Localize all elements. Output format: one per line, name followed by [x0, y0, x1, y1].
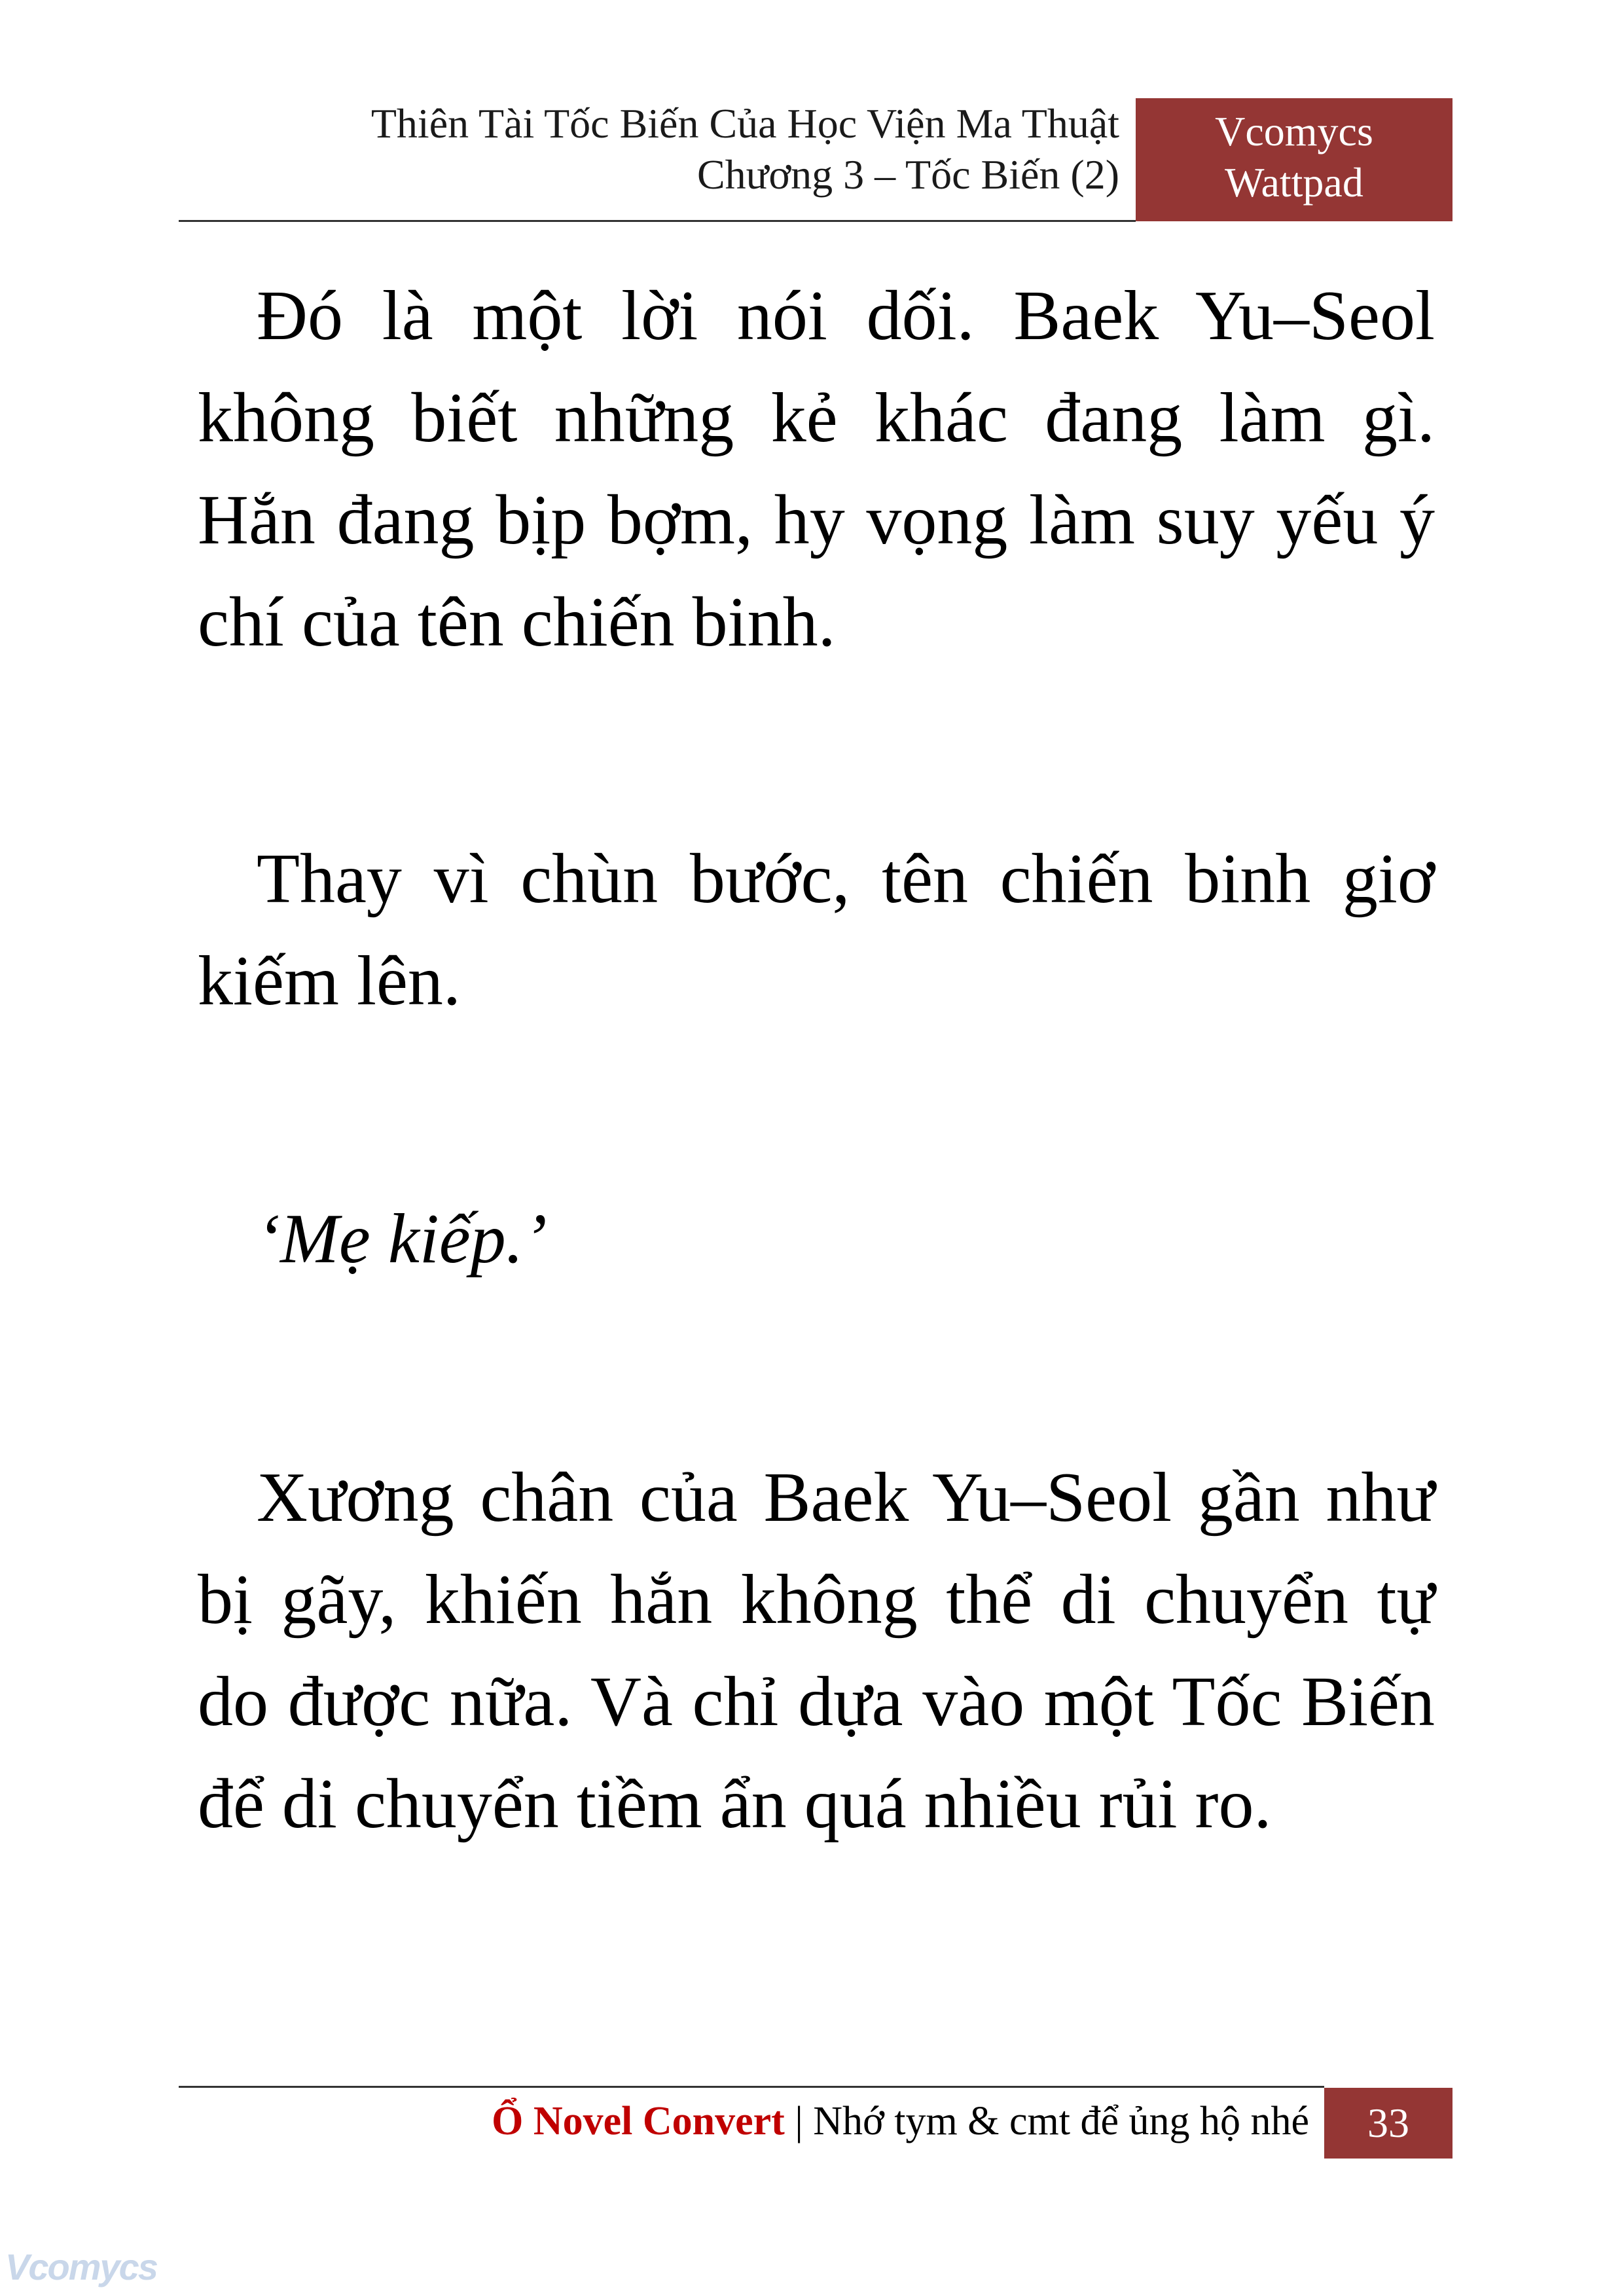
footer-brand: Ổ Novel Convert	[492, 2099, 785, 2143]
running-header	[183, 98, 1119, 200]
book-title: Thiên Tài Tốc Biến Của Học Viện Ma Thuật	[370, 100, 1119, 147]
body-paragraph: Đó là một lời nói dối. Baek Yu–Seol không biết những kẻ khác đang làm gì. Hắn đang bịp bợm, hy vọng làm suy yếu ý chí của tên chiến binh.	[198, 277, 1435, 661]
footer	[183, 2095, 1309, 2147]
header-divider	[179, 220, 1136, 222]
footer-divider	[179, 2086, 1324, 2088]
badge-line-vcomycs: Vcomycs	[1215, 108, 1373, 155]
badge-line-wattpad: Wattpad	[1225, 159, 1363, 206]
page-number: 33	[1324, 2088, 1453, 2159]
watermark-text: Vcomycs	[5, 2246, 157, 2287]
source-badge	[1136, 98, 1453, 221]
body-paragraph-thought: ‘Mẹ kiếp.’	[257, 1200, 547, 1278]
vcomycs-logo-watermark	[5, 2244, 162, 2290]
body-paragraph: Xương chân của Baek Yu–Seol gần như bị gãy, khiến hắn không thể di chuyển tự do được nữa. Và chỉ dựa vào một Tốc Biến để di chuyển tiềm ẩn quá nhiều rủi ro.	[198, 1459, 1435, 1843]
chapter-title: Chương 3 – Tốc Biến (2)	[696, 151, 1119, 198]
footer-separator: |	[795, 2099, 803, 2143]
footer-note: Nhớ tym & cmt để ủng hộ nhé	[813, 2099, 1309, 2143]
body-paragraph: Thay vì chùn bước, tên chiến binh giơ kiếm lên.	[198, 840, 1435, 1020]
